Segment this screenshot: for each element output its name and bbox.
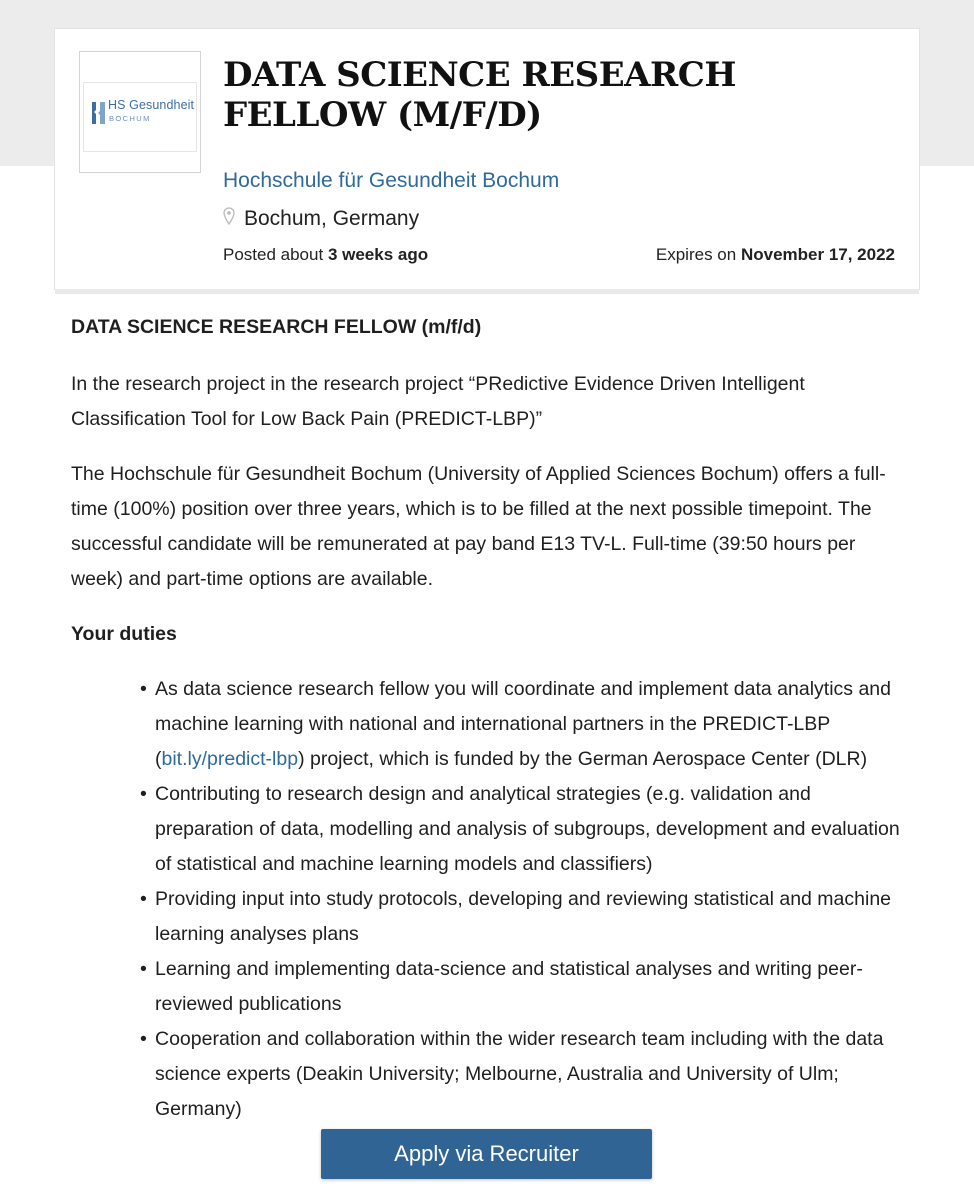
project-link[interactable]: bit.ly/predict-lbp bbox=[161, 748, 299, 770]
project-intro: In the research project in the research project “PRedictive Evidence Driven Intelligent Classification Tool for Low Back Pain (PREDICT-LBP)” bbox=[71, 373, 805, 430]
posted-prefix: Posted about bbox=[223, 245, 324, 264]
bullet: • bbox=[140, 678, 147, 700]
job-title: DATA SCIENCE RESEARCH FELLOW (M/F/D) bbox=[223, 55, 736, 135]
company-link[interactable]: Hochschule für Gesundheit Bochum bbox=[223, 169, 560, 192]
expiry-date bbox=[656, 245, 895, 265]
posted-value: 3 weeks ago bbox=[327, 245, 429, 264]
duty-text: Providing input into study protocols, developing and reviewing statistical and machine learning analyses plans bbox=[155, 888, 892, 945]
bullet: • bbox=[140, 1028, 147, 1050]
job-header-card bbox=[54, 28, 920, 290]
list-item bbox=[140, 882, 911, 952]
position-details: The Hochschule für Gesundheit Bochum (University of Applied Sciences Bochum) offers a full-time (100%) position over three years, which is to be filled at the next possible timepoint. The successful candidate will be remunerated at pay band E13 TV-L. Full-time (39:50 hours per week) and part-time options are available. bbox=[71, 463, 886, 590]
posted-date bbox=[223, 245, 428, 265]
duty-text: Learning and implementing data-science and statistical analyses and writing peer-reviewed publications bbox=[155, 958, 863, 1015]
logo-text: HS Gesundheit bbox=[108, 98, 195, 112]
job-description bbox=[71, 310, 911, 1127]
description-title: DATA SCIENCE RESEARCH FELLOW (m/f/d) bbox=[71, 316, 482, 338]
faces-logo-icon bbox=[91, 101, 106, 130]
list-item bbox=[140, 952, 911, 1022]
duty-text: Cooperation and collaboration within the wider research team including with the data science experts (Deakin University; Melbourne, Australia and University of Ulm; Germany) bbox=[155, 1028, 884, 1120]
list-item bbox=[140, 1022, 911, 1127]
duty-text: Contributing to research design and analytical strategies (e.g. validation and preparation of data, modelling and analysis of subgroups, development and evaluation of statistical and machine learning models and classifiers) bbox=[155, 783, 900, 875]
company-logo[interactable] bbox=[79, 51, 201, 173]
bullet: • bbox=[140, 783, 147, 805]
logo-subtext: BOCHUM bbox=[109, 114, 151, 123]
expires-value: November 17, 2022 bbox=[740, 245, 895, 264]
list-item bbox=[140, 777, 911, 882]
expires-prefix: Expires on bbox=[655, 245, 737, 264]
apply-via-recruiter-button[interactable]: Apply via Recruiter bbox=[321, 1129, 652, 1179]
list-item bbox=[140, 672, 911, 777]
duties-list bbox=[71, 672, 911, 1127]
job-location bbox=[223, 207, 419, 231]
bullet: • bbox=[140, 888, 147, 910]
map-pin-icon bbox=[223, 207, 237, 231]
duty-text: ) project, which is funded by the German Aerospace Center (DLR) bbox=[298, 748, 868, 770]
duties-heading: Your duties bbox=[71, 623, 177, 645]
duty-text: As data science research fellow you will coordinate and implement data analytics and machine learning with national and international partners in the PREDICT-LBP ( bbox=[155, 678, 891, 770]
logo-frame bbox=[83, 82, 197, 152]
location-text: Bochum, Germany bbox=[244, 207, 420, 230]
bullet: • bbox=[140, 958, 147, 980]
